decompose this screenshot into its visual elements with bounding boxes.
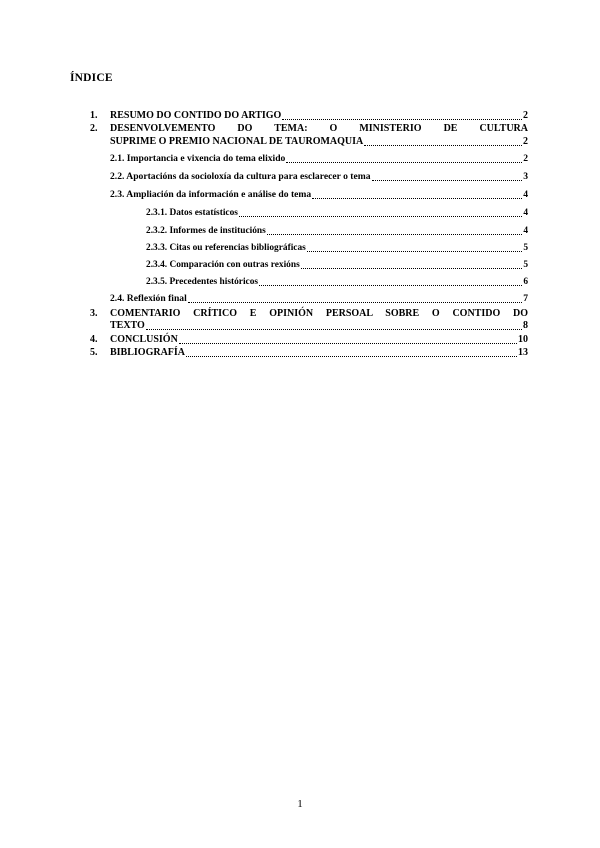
toc-entry-2[interactable]	[110, 136, 528, 148]
dot-leader	[267, 233, 523, 235]
dot-leader	[282, 118, 522, 120]
toc-entry-label: 2.3.1. Datos estatísticos	[146, 208, 238, 218]
toc-entry-label: TEXTO	[110, 320, 145, 331]
toc-entry-label: 2.3.4. Comparación con outras rexións	[146, 260, 300, 270]
toc-page-number: 10	[518, 334, 528, 345]
toc-entry-2-3-5[interactable]	[146, 276, 528, 288]
toc-page-number: 2	[523, 153, 528, 164]
toc-entry-label: RESUMO DO CONTIDO DO ARTIGO	[110, 110, 282, 121]
toc-entry-label: 2.3.2. Informes de institucións	[146, 226, 266, 236]
toc-entry-label: BIBLIOGRAFÍA	[110, 347, 186, 358]
toc-page-number: 4	[523, 226, 528, 236]
dot-leader	[188, 301, 522, 303]
toc-entry-label: 2.3.3. Citas ou referencias bibliográficas	[146, 243, 306, 253]
toc-entry-4[interactable]	[110, 334, 528, 346]
toc-entry-2-3-4[interactable]	[146, 259, 528, 271]
toc-number: 5.	[90, 347, 98, 358]
page-number: 1	[297, 798, 303, 810]
toc-page-number: 3	[523, 171, 528, 182]
toc-entry-2-4[interactable]	[110, 293, 528, 305]
dot-leader	[301, 267, 523, 269]
toc-page-number: 5	[523, 243, 528, 253]
toc-number: 4.	[90, 334, 98, 345]
toc-entry-label: CONCLUSIÓN	[110, 334, 178, 345]
toc-page-number: 2	[523, 110, 528, 121]
page-title: ÍNDICE	[70, 72, 113, 84]
toc-page-number: 4	[523, 208, 528, 218]
toc-page-number: 2	[523, 136, 528, 147]
toc-entry-label: 2.3. Ampliación da información e análise do tema	[110, 189, 312, 200]
toc-entry-label: 2.1. Importancia e vixencia do tema elixido	[110, 153, 286, 164]
toc-entry-label: 2.4. Reflexión final	[110, 293, 187, 304]
dot-leader	[364, 144, 522, 146]
toc-number: 3.	[90, 308, 98, 319]
dot-leader	[186, 355, 517, 357]
toc-entry-5[interactable]	[110, 347, 528, 359]
toc-entry-3[interactable]	[110, 320, 528, 332]
toc-entry-2-2[interactable]	[110, 171, 528, 183]
toc-page-number: 4	[523, 189, 528, 200]
toc-page-number: 8	[523, 320, 528, 331]
toc-number: 1.	[90, 110, 98, 121]
dot-leader	[286, 161, 522, 163]
toc-page-number: 7	[523, 293, 528, 304]
toc-entry-3-line1[interactable]: COMENTARIO CRÍTICO E OPINIÓN PERSOAL SOBRE O CONTIDO DO	[110, 308, 528, 319]
dot-leader	[146, 328, 522, 330]
dot-leader	[239, 215, 522, 217]
toc-entry-label: 2.3.5. Precedentes históricos	[146, 277, 259, 287]
dot-leader	[179, 342, 517, 344]
toc-page-number: 6	[523, 277, 528, 287]
dot-leader	[372, 179, 523, 181]
toc-entry-2-3-1[interactable]	[146, 207, 528, 219]
toc-entry-2-3-3[interactable]	[146, 242, 528, 254]
toc-entry-label: SUPRIME O PREMIO NACIONAL DE TAUROMAQUIA	[110, 136, 364, 147]
toc-entry-2-line1[interactable]: DESENVOLVEMENTO DO TEMA: O MINISTERIO DE CULTURA	[110, 123, 528, 134]
dot-leader	[259, 284, 522, 286]
toc-number: 2.	[90, 123, 98, 134]
toc-entry-2-3[interactable]	[110, 189, 528, 201]
dot-leader	[307, 250, 523, 252]
toc-entry-2-1[interactable]	[110, 153, 528, 165]
toc-entry-label: 2.2. Aportacións da socioloxía da cultura para esclarecer o tema	[110, 171, 371, 182]
toc-page-number: 13	[518, 347, 528, 358]
toc-entry-1[interactable]	[110, 110, 528, 122]
toc-entry-2-3-2[interactable]	[146, 225, 528, 237]
toc-page-number: 5	[523, 260, 528, 270]
dot-leader	[312, 197, 522, 199]
